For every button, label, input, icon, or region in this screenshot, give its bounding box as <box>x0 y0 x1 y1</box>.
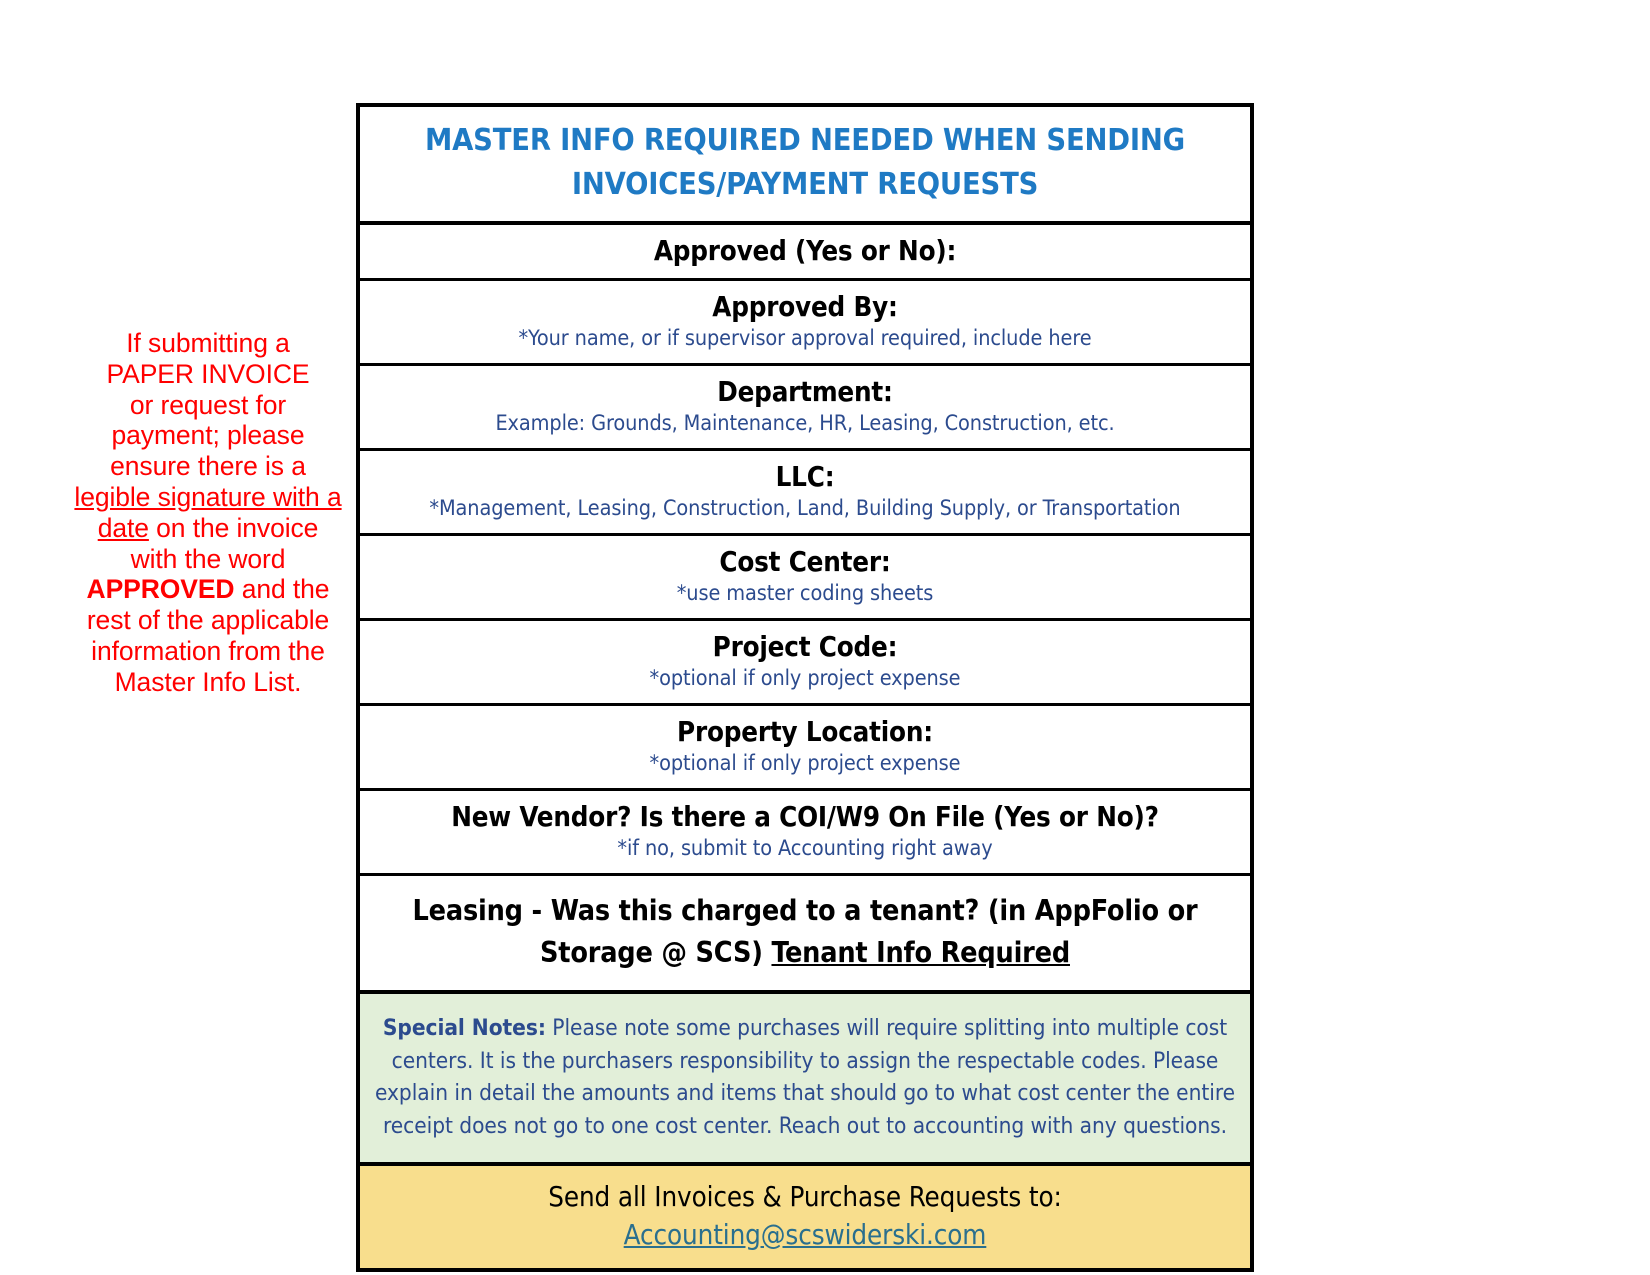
table-row-project-code <box>360 621 1250 706</box>
send-invoices-section <box>360 1166 1250 1268</box>
field-label: Approved By: <box>712 291 898 323</box>
field-hint: *use master coding sheets <box>676 581 934 606</box>
field-hint: Example: Grounds, Maintenance, HR, Leasing, Construction, etc. <box>495 411 1115 436</box>
field-hint: *if no, submit to Accounting right away <box>617 836 993 861</box>
table-row-property-location <box>360 706 1250 791</box>
side-note-line-4: payment; please <box>111 420 305 451</box>
leasing-tenant-info-required: Tenant Info Required <box>771 936 1070 969</box>
accounting-email-link[interactable]: Accounting@scswiderski.com <box>623 1219 987 1251</box>
field-label: Cost Center: <box>719 546 891 578</box>
leasing-question-text: Leasing - Was this charged to a tenant? (in AppFolio or Storage @ SCS) <box>412 894 1198 969</box>
field-label: New Vendor? Is there a COI/W9 On File (Yes or No)? <box>451 801 1159 833</box>
field-hint: *optional if only project expense <box>649 751 961 776</box>
table-row-leasing-tenant <box>360 876 1250 994</box>
special-notes-section <box>360 994 1250 1166</box>
table-row-approved-by <box>360 281 1250 366</box>
table-row-department <box>360 366 1250 451</box>
table-row-approved <box>360 225 1250 281</box>
side-note-line-5: ensure there is a <box>110 451 306 482</box>
side-note-line-3: or request for <box>129 389 287 420</box>
special-notes-text <box>374 1012 1236 1142</box>
side-note-underlined-phrase: legible signature with a date <box>74 481 342 543</box>
special-notes-heading: Special Notes: <box>382 1015 546 1041</box>
field-label: Department: <box>717 376 893 408</box>
side-note-paper-invoice <box>72 328 344 698</box>
field-label: Project Code: <box>712 631 898 663</box>
table-row-llc <box>360 451 1250 536</box>
special-notes-body: Please note some purchases will require splitting into multiple cost centers. It is the purchasers responsibility to assign the respectable codes. Please explain in detail the amounts and items that should go to what cost center the entire receipt does not go to one cost center. Reach out to accounting with any questions. <box>374 1015 1236 1139</box>
table-row-new-vendor <box>360 791 1250 876</box>
side-note-emphasis-approved: APPROVED <box>86 574 235 605</box>
side-note-line-7: and the rest of the applicable information from the Master Info List. <box>86 574 330 697</box>
master-info-table <box>356 103 1254 1272</box>
side-note-line-1: If submitting a <box>126 328 290 358</box>
field-label: Approved (Yes or No): <box>653 235 957 267</box>
table-row-cost-center <box>360 536 1250 621</box>
field-label: Property Location: <box>677 716 933 748</box>
page-title: MASTER INFO REQUIRED NEEDED WHEN SENDING INVOICES/PAYMENT REQUESTS <box>425 123 1185 202</box>
side-note-line-6: on the invoice with the word <box>130 512 319 574</box>
field-label: LLC: <box>775 461 835 493</box>
send-invoices-label: Send all Invoices & Purchase Requests to: <box>548 1181 1062 1213</box>
table-title-row <box>360 107 1250 225</box>
field-hint: *optional if only project expense <box>649 666 961 691</box>
field-hint: *Management, Leasing, Construction, Land, Building Supply, or Transportation <box>429 496 1181 521</box>
leasing-question <box>370 890 1240 974</box>
side-note-line-2: PAPER INVOICE <box>106 358 310 389</box>
field-hint: *Your name, or if supervisor approval required, include here <box>518 326 1092 351</box>
